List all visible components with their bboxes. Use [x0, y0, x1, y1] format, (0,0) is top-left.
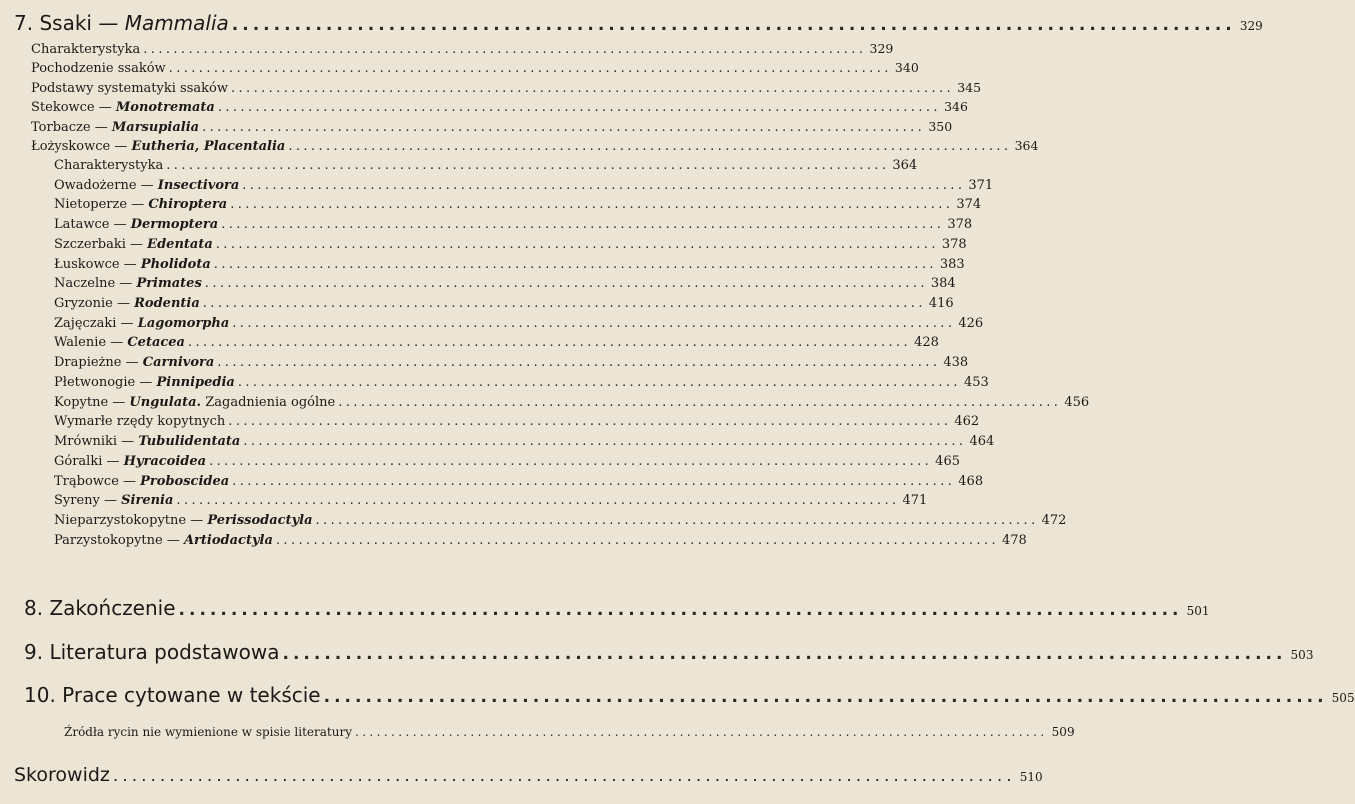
dot-leader: ................................................................................................ [323, 687, 1328, 707]
entry-label: Walenie — [54, 335, 128, 351]
page-number: 456 [1064, 394, 1090, 410]
page-number: 509 [1051, 725, 1075, 739]
page-number: 453 [963, 374, 989, 390]
toc-subsection-entry [54, 394, 1090, 410]
entry-label: Owadożerne — [54, 177, 158, 193]
entry-label: Źródła rycin nie wymienione w spisie literatury [64, 725, 352, 739]
toc-subsection-entry [54, 158, 918, 173]
toc-subsection-entry [54, 434, 995, 450]
page-number: 374 [956, 197, 982, 213]
dot-leader: ................................................................................................ [237, 374, 961, 390]
page-number: 478 [1001, 532, 1027, 548]
dot-leader: ................................................................................................ [315, 512, 1039, 528]
toc-subsection-entry [54, 296, 954, 312]
entry-label: Parzystokopytne — [54, 532, 184, 548]
dot-leader: ................................................................................................ [243, 434, 967, 450]
dot-leader: ................................................................................................ [232, 315, 956, 331]
entry-label: Nieparzystokopytne — [54, 512, 208, 528]
toc-section-entry [31, 41, 894, 57]
entry-label: Wymarłe rzędy kopytnych [54, 414, 226, 430]
dot-leader: ................................................................................................ [230, 80, 955, 96]
dot-leader: ................................................................................................ [217, 355, 941, 371]
entry-label: Łuskowce — [54, 256, 141, 272]
dot-leader: ................................................................................................ [202, 119, 926, 135]
toc-sources-entry [64, 725, 1075, 739]
entry-label: Naczelne — [54, 276, 137, 292]
entry-latin-name: Lagomorpha [137, 315, 230, 331]
toc-chapter-7 [14, 11, 1263, 35]
entry-latin-name: Eutheria, Placentalia [131, 139, 286, 154]
dot-leader: ................................................................................................ [187, 335, 912, 351]
page-number: 350 [928, 118, 953, 134]
toc-chapter-8 [24, 596, 1210, 620]
entry-latin-name: Dermoptera [130, 217, 219, 233]
entry-latin-name: Marsupialia [111, 119, 200, 135]
page-number: 383 [939, 256, 965, 272]
toc-subsection-entry [54, 512, 1067, 528]
entry-label: Zajęczaki — [54, 315, 138, 331]
chapter-title: Literatura podstawowa [49, 640, 280, 664]
toc-subsection-entry [54, 177, 994, 193]
toc-chapter-10 [24, 683, 1355, 707]
toc-subsection-entry [54, 532, 1027, 548]
toc-section-entry [31, 138, 1039, 154]
page-number: 505 [1331, 691, 1355, 705]
entry-latin-name: Primates [136, 276, 202, 292]
toc-subsection-entry [54, 256, 965, 272]
entry-latin-name: Sirenia [121, 493, 174, 509]
entry-latin-name: Monotremata [115, 100, 215, 116]
page-number: 340 [894, 60, 919, 76]
entry-latin-name: Insectivora [157, 177, 240, 193]
entry-latin-name: Pinnipedia [156, 374, 235, 390]
page-number: 378 [941, 236, 967, 252]
dot-leader: ................................................................................................ [230, 197, 954, 213]
page-number: 472 [1041, 512, 1067, 528]
entry-latin-name: Carnivora [142, 355, 215, 371]
page-number: 428 [914, 335, 939, 351]
index-title: Skorowidz [14, 764, 110, 786]
page-number: 371 [968, 177, 994, 193]
dot-leader: ................................................................................................ [338, 394, 1062, 410]
entry-latin-name: Cetacea [127, 335, 185, 351]
page-number: 378 [947, 217, 973, 233]
chapter-number: 9. [24, 640, 44, 664]
entry-label: Pochodzenie ssaków [31, 61, 166, 77]
entry-latin-name: Tubulidentata [138, 434, 241, 450]
entry-label: Mrówniki — [54, 434, 139, 450]
toc-subsection-entry [54, 453, 960, 469]
toc-subsection-entry [54, 355, 969, 371]
dot-leader: ................................................................................................ [232, 473, 956, 489]
entry-latin-name: Rodentia [134, 296, 200, 312]
entry-latin-name: Proboscidea [140, 473, 230, 489]
toc-section-entry [31, 99, 968, 116]
page-number: 346 [944, 99, 968, 115]
toc-section-entry [31, 118, 953, 135]
entry-label: Gryzonie — [54, 296, 135, 312]
page-number: 503 [1290, 648, 1314, 662]
page-number: 364 [892, 158, 918, 173]
dot-leader: ................................................................................................ [204, 276, 928, 292]
entry-latin-name: Chiroptera [148, 197, 228, 213]
page-number: 426 [958, 315, 984, 331]
dot-leader: ................................................................................................ [168, 61, 892, 77]
page-number: 329 [869, 41, 894, 56]
toc-subsection-entry [54, 217, 973, 233]
dot-leader: ................................................................................................ [143, 42, 867, 57]
dot-leader: ................................................................................................ [288, 139, 1012, 154]
entry-label: Charakterystyka [31, 42, 141, 57]
page-number: 464 [969, 434, 995, 450]
entry-latin-name: Ungulata. [129, 394, 202, 410]
toc-subsection-entry [54, 493, 928, 509]
dot-leader: ................................................................................................ [178, 600, 1183, 620]
entry-label: Szczerbaki — [54, 236, 148, 252]
toc-subsection-entry [54, 374, 989, 390]
entry-label: Góralki — [54, 453, 124, 469]
entry-label: Trąbowce — [54, 473, 141, 489]
dot-leader: ................................................................................................ [166, 158, 890, 173]
page-number: 345 [957, 79, 982, 95]
entry-label: Torbacze — [31, 119, 112, 135]
toc-subsection-entry [54, 335, 939, 351]
page-number: 465 [935, 453, 960, 469]
entry-latin-name: Hyracoidea [123, 453, 207, 469]
entry-latin-name: Pholidota [140, 256, 211, 272]
entry-latin-name: Artiodactyla [183, 532, 273, 548]
page-number: 462 [954, 414, 980, 430]
page-number: 384 [930, 276, 956, 292]
entry-label: Syreny — [54, 493, 122, 509]
dot-leader: ................................................................................................ [176, 493, 900, 509]
dot-leader: ................................................................................................ [228, 414, 952, 430]
entry-label: Łożyskowce — [31, 139, 132, 154]
dot-leader: ................................................................................................ [112, 766, 1016, 786]
toc-section-entry [31, 60, 919, 77]
dot-leader: ................................................................................................ [275, 532, 999, 548]
entry-latin-name: Perissodactyla [207, 512, 313, 528]
entry-label: Płetwonogie — [54, 374, 157, 390]
dot-leader: ................................................................................................ [354, 725, 1048, 739]
chapter-title: Zakończenie [49, 596, 176, 620]
dot-leader: ................................................................................................ [242, 177, 966, 193]
toc-section-entry [31, 79, 982, 96]
dot-leader: ................................................................................................ [221, 217, 945, 233]
toc-subsection-entry [54, 236, 967, 252]
dot-leader: ................................................................................................ [202, 296, 926, 312]
toc-chapter-9 [24, 640, 1314, 664]
entry-label: Podstawy systematyki ssaków [31, 80, 228, 96]
toc-index-entry [14, 764, 1043, 786]
chapter-number: 10. [24, 683, 56, 707]
entry-label: Drapieżne — [54, 355, 143, 371]
page-number: 471 [902, 493, 928, 509]
dot-leader: ................................................................................................ [231, 15, 1236, 35]
entry-label: Kopytne — [54, 394, 130, 410]
entry-suffix: Zagadnienia ogólne [201, 394, 336, 410]
page-number: 416 [928, 296, 954, 312]
dot-leader: ................................................................................................ [213, 256, 937, 272]
chapter-title: Ssaki — [39, 11, 125, 35]
dot-leader: ................................................................................................ [209, 453, 933, 469]
page-number: 329 [1239, 19, 1263, 33]
toc-subsection-entry [54, 276, 956, 292]
entry-label: Charakterystyka [54, 158, 164, 173]
toc-subsection-entry [54, 473, 984, 489]
dot-leader: ................................................................................................ [217, 100, 941, 116]
entry-label: Nietoperze — [54, 197, 149, 213]
page-number: 438 [943, 355, 969, 371]
chapter-title: Prace cytowane w tekście [62, 683, 321, 707]
entry-label: Latawce — [54, 217, 131, 233]
page-number: 501 [1186, 604, 1210, 618]
toc-subsection-entry [54, 315, 984, 331]
page-number: 468 [958, 473, 984, 489]
page-number: 510 [1019, 770, 1043, 784]
entry-latin-name: Edentata [147, 236, 213, 252]
chapter-number: 8. [24, 596, 44, 620]
entry-label: Stekowce — [31, 100, 116, 116]
toc-subsection-entry [54, 414, 980, 430]
chapter-title-latin: Mammalia [124, 11, 229, 35]
dot-leader: ................................................................................................ [282, 644, 1287, 664]
toc-subsection-entry [54, 197, 982, 213]
dot-leader: ................................................................................................ [215, 236, 939, 252]
page-number: 364 [1014, 138, 1039, 153]
chapter-number: 7. [14, 11, 34, 35]
